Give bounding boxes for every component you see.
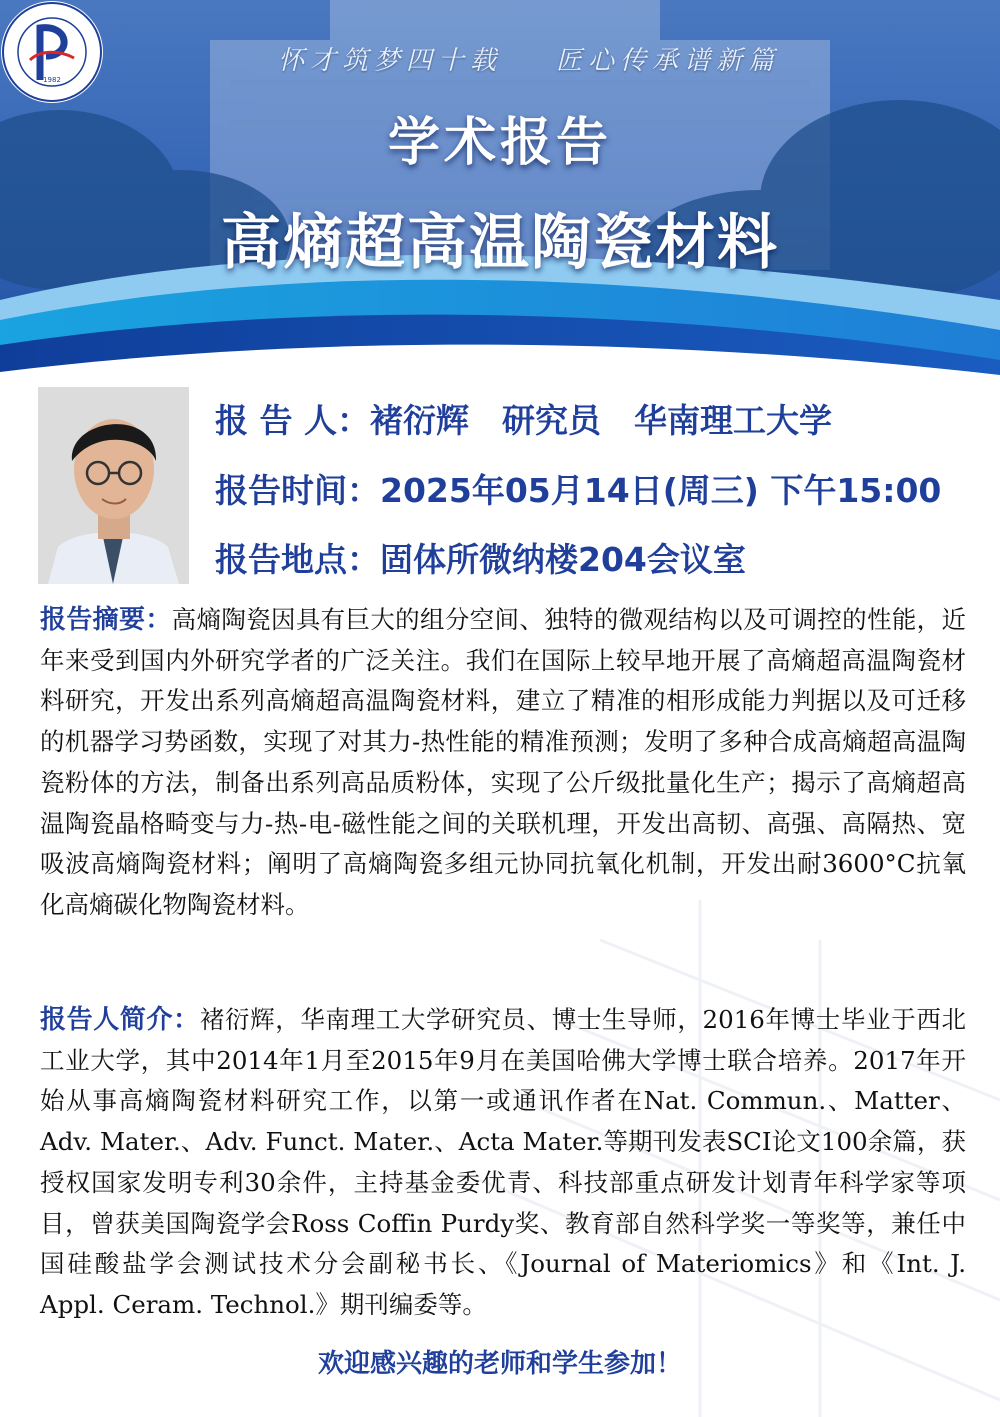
time-line — [215, 465, 941, 512]
slogan-right: 匠心传承谱新篇 — [556, 46, 781, 76]
speaker-value: 褚衍辉 研究员 华南理工大学 — [369, 401, 832, 440]
svg-text:1982: 1982 — [43, 76, 61, 84]
bio-label: 报告人简介： — [40, 1005, 200, 1035]
speaker-photo — [38, 387, 189, 584]
slogan-left: 怀才筑梦四十载 — [278, 46, 503, 76]
speaker-label: 报 告 人： — [215, 401, 370, 440]
institute-logo-icon — [0, 0, 104, 104]
place-value: 固体所微纳楼204会议室 — [380, 540, 746, 579]
time-value: 2025年05月14日(周三) 下午15:00 — [380, 471, 942, 510]
place-label: 报告地点： — [215, 540, 380, 579]
place-line — [215, 534, 746, 581]
bio-text: 褚衍辉，华南理工大学研究员、博士生导师，2016年博士毕业于西北工业大学，其中2014年1月至2015年9月在美国哈佛大学博士联合培养。2017年开始从事高熵陶瓷材料研究工作，以第一或通讯作者在Nat. Commun.、Matter、Adv. Mater.、Adv. Funct. Mater.、Acta Mater.等期刊发表SCI论文100余篇，获授权国家发明专利30余件，主持基金委优青、科技部重点研发计划青年科学家等项目，曾获美国陶瓷学会Ross Coffin Purdy奖、教育部自然科学奖一等奖等，兼任中国硅酸盐学会测试技术分会副秘书长、《Journal of Materiomics》和《Int. J. Appl. Ceram. Technol.》期刊编委等。 — [40, 1005, 966, 1319]
poster-header — [0, 0, 1000, 380]
bio-section — [40, 1000, 966, 1326]
abstract-section — [40, 600, 966, 926]
speaker-line — [215, 395, 832, 442]
welcome-footer: 欢迎感兴趣的老师和学生参加！ — [317, 1349, 682, 1379]
abstract-label: 报告摘要： — [40, 605, 172, 635]
abstract-text: 高熵陶瓷因具有巨大的组分空间、独特的微观结构以及可调控的性能，近年来受到国内外研究学者的广泛关注。我们在国际上较早地开展了高熵超高温陶瓷材料研究，开发出系列高熵超高温陶瓷材料，建立了精准的相形成能力判据以及可迁移的机器学习势函数，实现了对其力-热性能的精准预测；发明了多种合成高熵超高温陶瓷粉体的方法，制备出系列高品质粉体，实现了公斤级批量化生产；揭示了高熵超高温陶瓷晶格畸变与力-热-电-磁性能之间的关联机理，开发出高韧、高强、高隔热、宽吸波高熵陶瓷材料；阐明了高熵陶瓷多组元协同抗氧化机制，开发出耐3600°C抗氧化高熵碳化物陶瓷材料。 — [40, 605, 966, 919]
talk-title: 高熵超高温陶瓷材料 — [221, 208, 779, 278]
event-type-title: 学术报告 — [387, 113, 612, 173]
time-label: 报告时间： — [215, 471, 380, 510]
